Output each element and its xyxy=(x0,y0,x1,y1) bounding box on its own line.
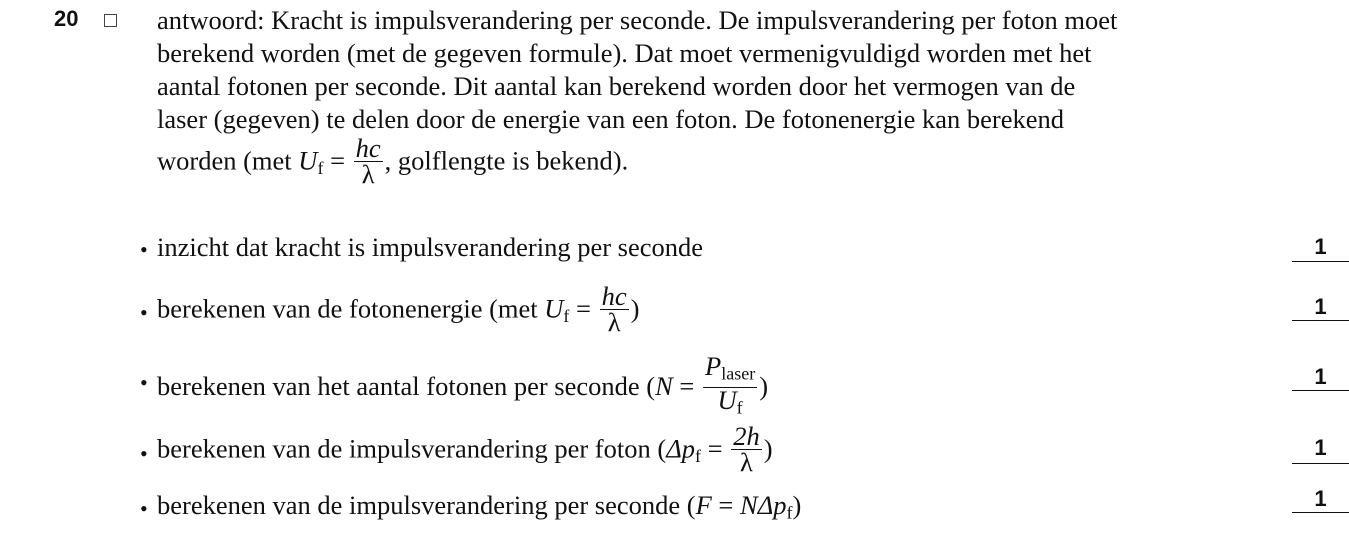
subscript-f: f xyxy=(695,446,702,467)
symbol-c: c xyxy=(368,133,381,163)
scoring-item xyxy=(140,230,1349,280)
scoring-item xyxy=(140,350,1349,417)
fraction-hc-lambda xyxy=(600,281,629,337)
scoring-item-fragment: berekenen van de impulsverandering per seconde ( xyxy=(157,490,696,520)
subscript-laser: laser xyxy=(721,363,756,384)
answer-line: laser (gegeven) te delen door de energie van een foton. De fotonenergie kan berekend xyxy=(157,104,1064,134)
score-rule xyxy=(1292,390,1349,391)
answer-line: antwoord: Kracht is impulsverandering per seconde. De impulsverandering per foton moet xyxy=(157,5,1118,35)
equals-sign: = xyxy=(701,433,730,464)
scoring-item-fragment: berekenen van het aantal fotonen per seconde ( xyxy=(157,371,656,402)
closing-paren: ) xyxy=(792,490,802,520)
bullet: • xyxy=(140,496,148,521)
scoring-item xyxy=(140,421,1349,477)
symbol-F: F xyxy=(695,490,712,520)
symbol-lambda: λ xyxy=(600,309,629,335)
scoring-item xyxy=(140,484,1349,534)
symbol-lambda: λ xyxy=(731,449,762,475)
symbol-delta-p: Δp xyxy=(757,490,787,520)
answer-line-formula xyxy=(157,133,1277,189)
score-value: 1 xyxy=(1314,234,1327,259)
scoring-item-text: inzicht dat kracht is impulsverandering per seconde xyxy=(157,232,704,262)
fraction-2h-lambda xyxy=(731,421,762,477)
equals-sign: = xyxy=(672,371,701,402)
symbol-c: c xyxy=(614,281,627,311)
score-value: 1 xyxy=(1314,364,1327,389)
symbol-U: U xyxy=(717,384,737,415)
subscript-f: f xyxy=(563,306,570,327)
closing-paren: ) xyxy=(630,293,640,324)
scoring-item-fragment: berekenen van de fotonenergie (met xyxy=(157,293,545,324)
symbol-lambda: λ xyxy=(354,161,383,187)
symbol-delta-p: Δp xyxy=(666,433,696,464)
symbol-h: h xyxy=(601,281,615,311)
answer-text xyxy=(157,4,1277,189)
numerator-2h: 2h xyxy=(733,421,760,451)
bullet: • xyxy=(140,441,148,466)
subscript-f: f xyxy=(786,502,793,523)
answer-line: berekend worden (met de gegeven formule). Dat moet vermenigvuldigd worden met het xyxy=(157,38,1092,68)
answer-text-fragment: , golflengte is bekend). xyxy=(384,145,629,176)
subscript-f: f xyxy=(317,158,324,179)
closing-paren: ) xyxy=(763,433,773,464)
symbol-P: P xyxy=(705,351,722,381)
symbol-U: U xyxy=(298,145,318,176)
fraction-plaser-uf xyxy=(703,351,757,420)
bullet: • xyxy=(140,300,148,325)
equals-sign: = xyxy=(569,293,598,324)
score-value: 1 xyxy=(1314,486,1327,511)
bullet: • xyxy=(140,237,148,262)
score-rule xyxy=(1292,512,1349,513)
answer-line: aantal fotonen per seconde. Dit aantal kan berekend worden door het vermogen van de xyxy=(157,71,1076,101)
fraction-hc-lambda xyxy=(354,133,383,189)
score-value: 1 xyxy=(1314,435,1327,460)
checkbox[interactable] xyxy=(104,14,117,27)
equals-sign: = xyxy=(323,145,352,176)
score-rule xyxy=(1292,320,1349,321)
symbol-N: N xyxy=(655,371,673,402)
symbol-U: U xyxy=(544,293,564,324)
scoring-item-text xyxy=(157,281,640,337)
equals-sign: = xyxy=(711,490,740,520)
scoring-item-text xyxy=(157,421,773,477)
scoring-item-text xyxy=(157,351,769,422)
subscript-f: f xyxy=(736,397,743,417)
question-number: 20 xyxy=(54,6,79,31)
bullet: • xyxy=(140,370,148,395)
answer-text-fragment: worden (met xyxy=(157,145,299,176)
score-rule xyxy=(1292,463,1349,464)
score-value: 1 xyxy=(1314,294,1327,319)
scoring-item-fragment: berekenen van de impulsverandering per foton ( xyxy=(157,433,667,464)
scoring-item xyxy=(140,281,1349,337)
symbol-h: h xyxy=(355,133,369,163)
closing-paren: ) xyxy=(759,371,769,402)
symbol-N: N xyxy=(740,490,758,520)
scoring-item-text xyxy=(157,490,801,524)
score-rule xyxy=(1292,261,1349,262)
